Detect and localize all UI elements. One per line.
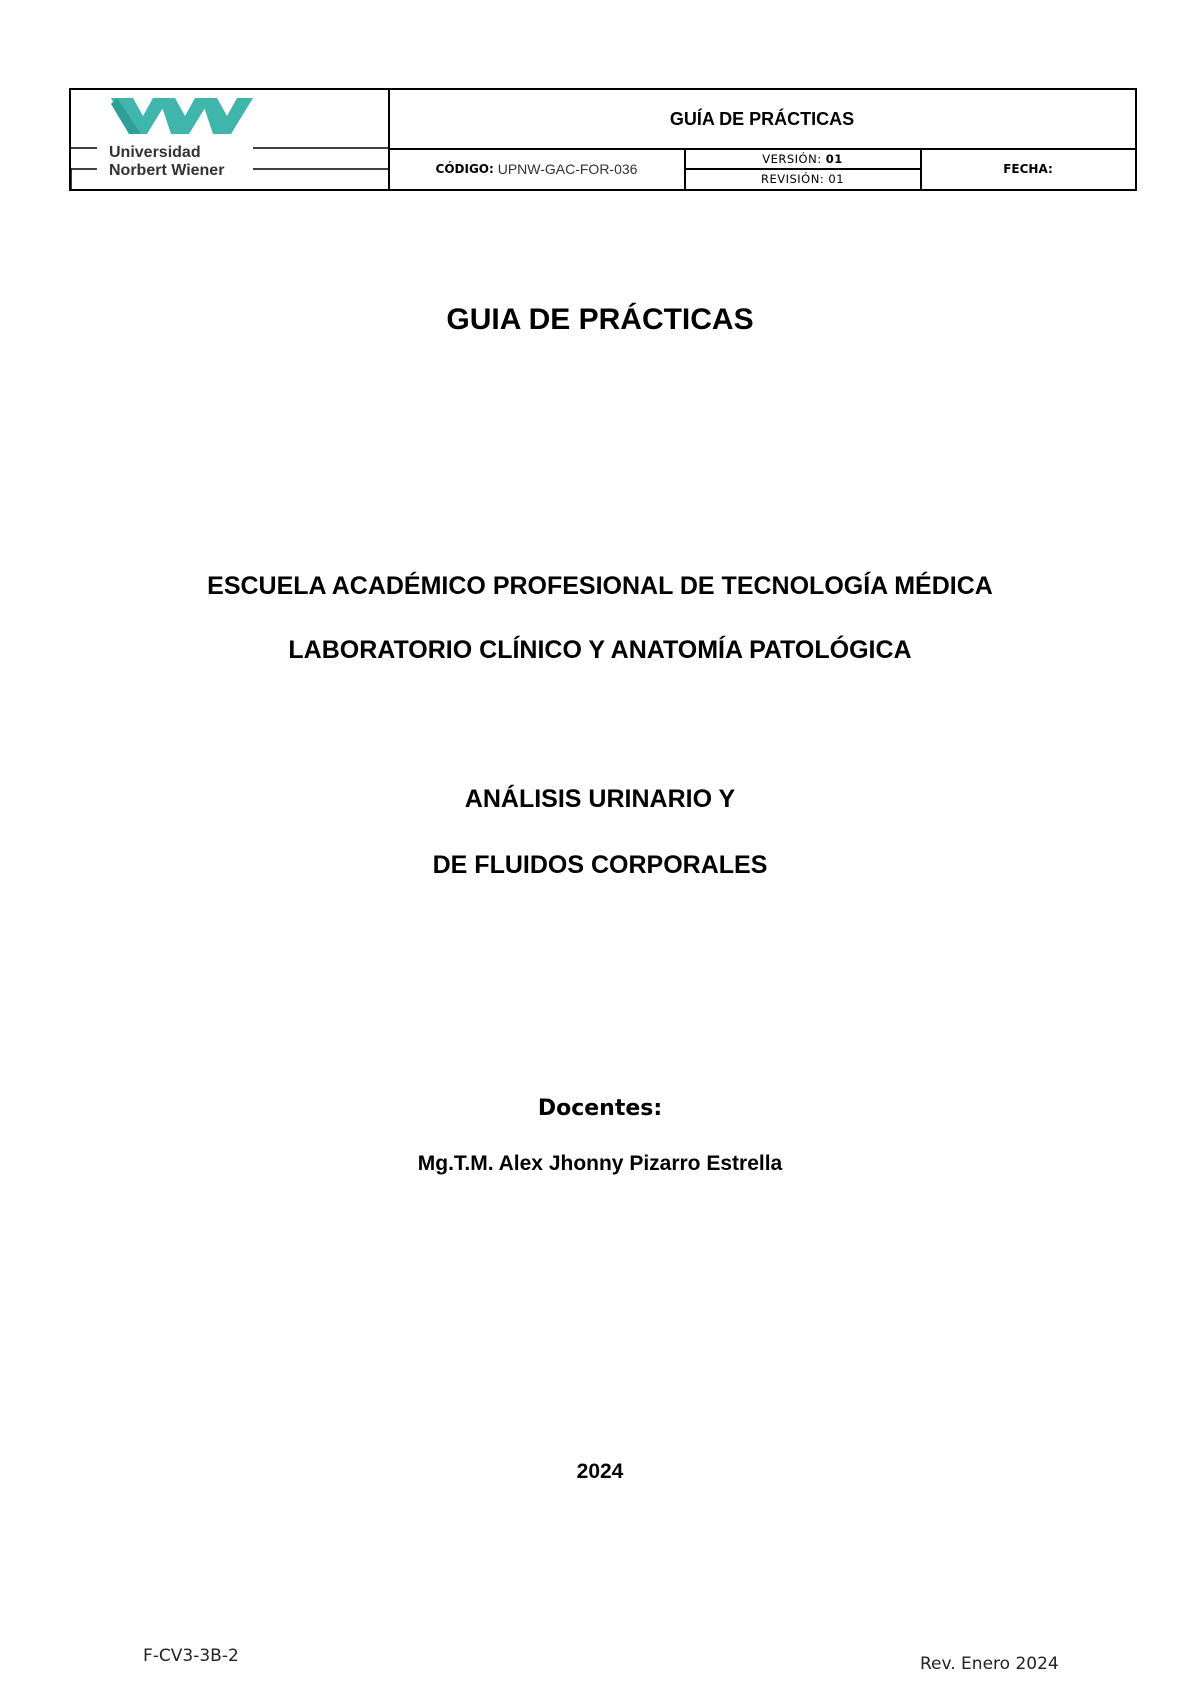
document-year: 2024: [576, 1460, 624, 1483]
document-title: GUIA DE PRÁCTICAS: [446, 303, 754, 336]
date-cell: [921, 149, 1135, 189]
date-label: FECHA:: [1003, 162, 1053, 176]
school-name: ESCUELA ACADÉMICO PROFESIONAL DE TECNOLOGÍA MÉDICA: [207, 572, 993, 600]
footer-revision-date: Rev. Enero 2024: [920, 1654, 1059, 1674]
subject-line-2: DE FLUIDOS CORPORALES: [432, 851, 768, 879]
header-title: GUÍA DE PRÁCTICAS: [669, 108, 855, 129]
version-value: 01: [825, 151, 843, 166]
document-header: [69, 88, 1137, 191]
version-cell: [685, 149, 920, 168]
program-name: LABORATORIO CLÍNICO Y ANATOMÍA PATOLÓGICA: [288, 636, 912, 664]
logo-text-line1: Universidad: [109, 144, 201, 161]
revision-value: 01: [828, 172, 845, 186]
version-label: VERSIÓN:: [762, 151, 822, 166]
revision-cell: [685, 169, 920, 189]
logo-text-line2: Norbert Wiener: [109, 162, 225, 179]
code-cell: [389, 149, 684, 189]
teachers-label: Docentes:: [537, 1096, 663, 1121]
teacher-name: Mg.T.M. Alex Jhonny Pizarro Estrella: [417, 1152, 783, 1175]
revision-label: REVISIÓN:: [760, 172, 825, 186]
code-label: CÓDIGO:: [435, 162, 494, 176]
university-logo: [71, 90, 389, 189]
footer-form-code: F-CV3-3B-2: [143, 1646, 239, 1666]
subject-line-1: ANÁLISIS URINARIO Y: [464, 785, 736, 813]
code-value: UPNW-GAC-FOR-036: [497, 161, 638, 177]
